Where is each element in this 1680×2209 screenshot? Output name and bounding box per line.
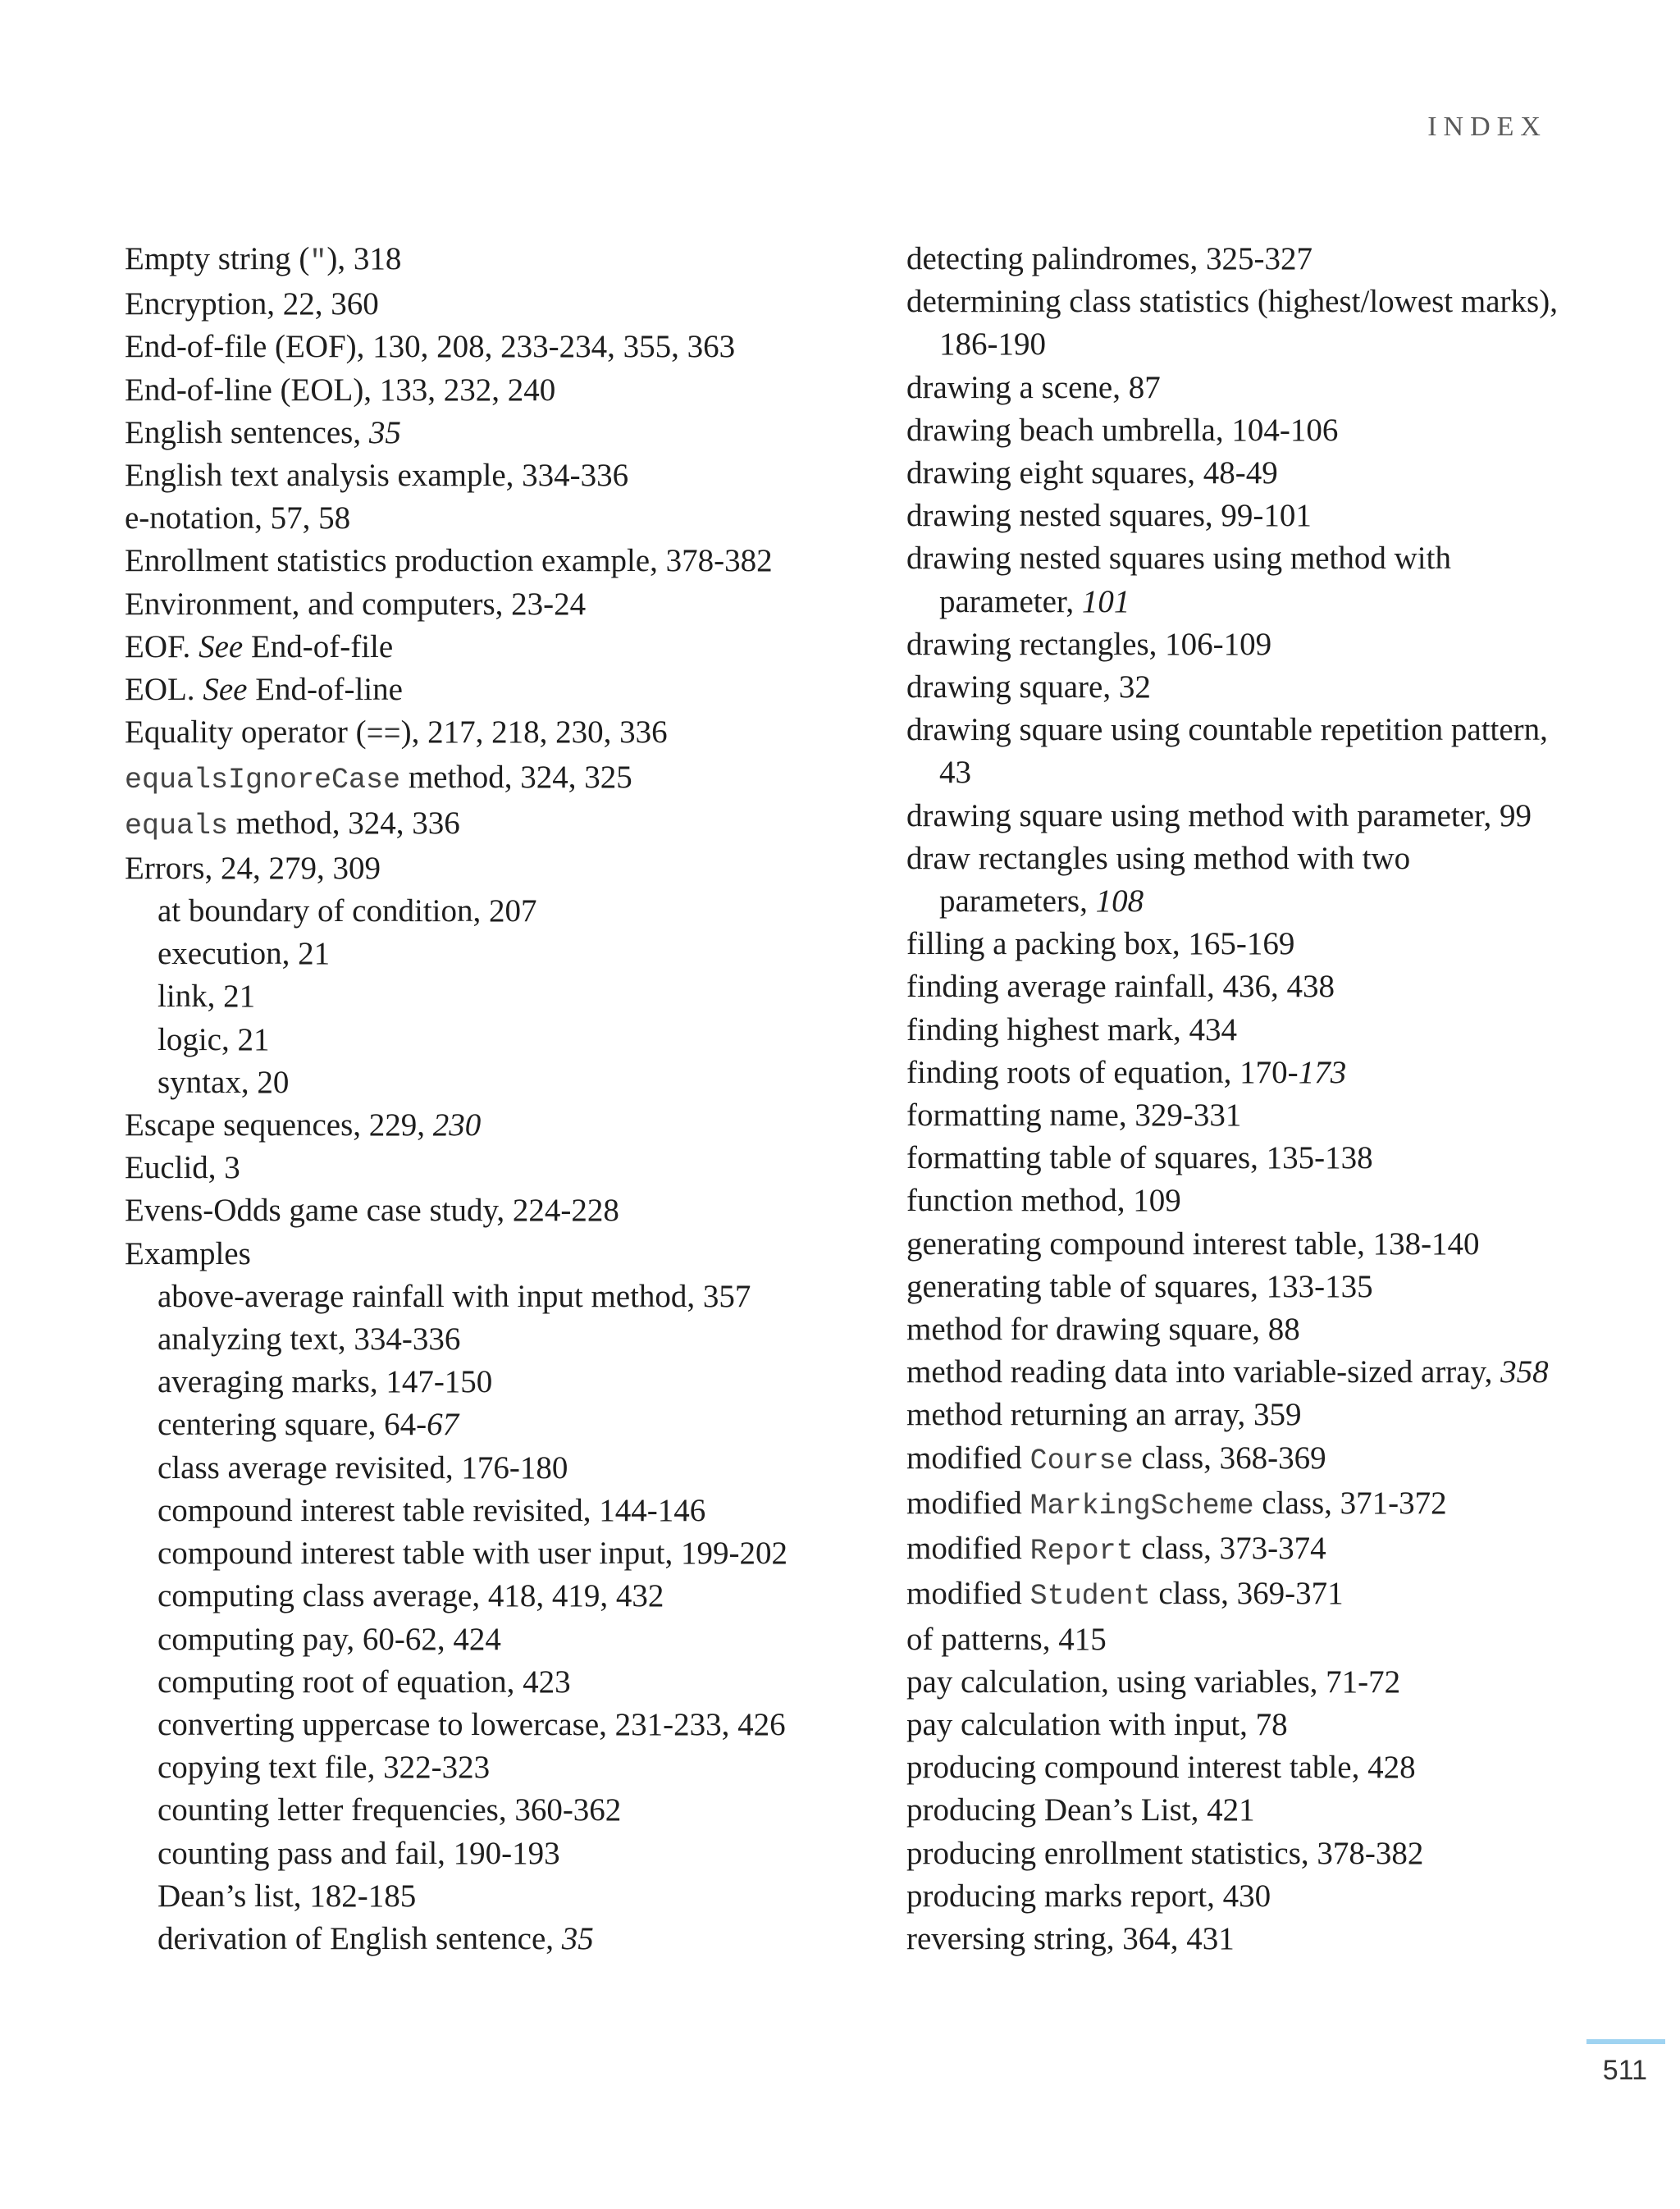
entry-text: drawing a scene, 87	[906, 369, 1161, 405]
index-entry	[125, 238, 797, 283]
index-entry	[906, 367, 1563, 409]
index-entry	[906, 623, 1563, 666]
code-term: equalsIgnoreCase	[125, 764, 401, 797]
index-entry	[906, 1482, 1563, 1527]
entry-text: class, 369-371	[1150, 1576, 1344, 1612]
index-subentry	[125, 1019, 797, 1061]
italic-text: 108	[1095, 883, 1144, 920]
index-entry	[906, 838, 1563, 923]
entry-text: drawing square, 32	[906, 669, 1151, 705]
index-entry	[906, 1832, 1563, 1875]
index-entry	[906, 452, 1563, 495]
code-term: ==	[366, 719, 401, 752]
index-entry	[906, 1009, 1563, 1052]
index-entry	[906, 1661, 1563, 1704]
entry-text: pay calculation with input, 78	[906, 1706, 1288, 1742]
entry-text: filling a packing box, 165-169	[906, 926, 1295, 962]
entry-text: centering square, 64-	[158, 1407, 427, 1443]
entry-text: English sentences,	[125, 414, 369, 450]
entry-text: EOF.	[125, 628, 199, 664]
entry-text: producing compound interest table, 428	[906, 1750, 1416, 1786]
index-entry	[906, 666, 1563, 709]
entry-text: generating compound interest table, 138-140	[906, 1225, 1480, 1262]
entry-text: compound interest table with user input, 199-202	[158, 1536, 788, 1572]
index-subentry	[125, 1276, 797, 1318]
index-entry	[906, 495, 1563, 537]
index-subentry	[125, 975, 797, 1018]
index-entry	[125, 583, 797, 626]
index-entry	[906, 1572, 1563, 1618]
index-subentry	[125, 1490, 797, 1532]
index-subentry	[125, 1361, 797, 1403]
entry-text: finding roots of equation, 170-	[906, 1054, 1299, 1090]
italic-text: 35	[561, 1920, 594, 1956]
italic-text: 358	[1500, 1354, 1549, 1390]
italic-text: 67	[427, 1407, 459, 1443]
index-entry	[125, 802, 797, 847]
index-entry	[906, 1789, 1563, 1832]
index-entry	[125, 1104, 797, 1147]
italic-text: 173	[1298, 1054, 1347, 1090]
entry-text: class, 368-369	[1133, 1440, 1326, 1476]
index-entry	[906, 1394, 1563, 1436]
index-entry	[906, 795, 1563, 838]
entry-text: Environment, and computers, 23-24	[125, 586, 587, 622]
entry-text: modified	[906, 1485, 1030, 1521]
entry-text: converting uppercase to lowercase, 231-233, 426	[158, 1706, 786, 1742]
entry-text: derivation of English sentence,	[158, 1920, 562, 1956]
index-entry	[906, 409, 1563, 452]
index-subentry	[125, 1618, 797, 1661]
entry-text: class, 371-372	[1253, 1485, 1447, 1521]
index-entry	[906, 709, 1563, 794]
index-subentry	[125, 1875, 797, 1918]
entry-text: Evens-Odds game case study, 224-228	[125, 1193, 619, 1229]
entry-text: computing root of equation, 423	[158, 1664, 571, 1700]
entry-text: compound interest table revisited, 144-146	[158, 1492, 706, 1528]
index-entry	[906, 1746, 1563, 1789]
entry-text: finding average rainfall, 436, 438	[906, 969, 1335, 1005]
entry-text: producing Dean’s List, 421	[906, 1792, 1255, 1828]
index-subentry	[125, 1661, 797, 1704]
entry-text: drawing nested squares, 99-101	[906, 498, 1312, 534]
entry-text: End-of-file	[243, 628, 394, 664]
entry-text: syntax, 20	[158, 1064, 290, 1100]
italic-text: See	[203, 672, 248, 708]
index-entry	[125, 1233, 797, 1276]
entry-text: drawing eight squares, 48-49	[906, 455, 1278, 491]
entry-text: averaging marks, 147-150	[158, 1364, 493, 1400]
entry-text: counting pass and fail, 190-193	[158, 1835, 560, 1871]
index-subentry	[125, 1575, 797, 1618]
index-subentry	[125, 1403, 797, 1446]
entry-text: Errors, 24, 279, 309	[125, 850, 381, 886]
entry-text: at boundary of condition, 207	[158, 893, 537, 929]
index-entry	[906, 1875, 1563, 1918]
entry-text: drawing beach umbrella, 104-106	[906, 412, 1339, 448]
index-entry	[906, 238, 1563, 281]
page-number: 511	[1602, 2055, 1647, 2086]
index-entry	[125, 711, 797, 756]
index-entry	[906, 537, 1563, 623]
entry-text: generating table of squares, 133-135	[906, 1268, 1373, 1304]
index-entry	[125, 1147, 797, 1189]
entry-text: counting letter frequencies, 360-362	[158, 1792, 622, 1828]
entry-text: drawing nested squares using method with parameter,	[906, 541, 1451, 619]
entry-text: modified	[906, 1440, 1030, 1476]
entry-text: drawing rectangles, 106-109	[906, 626, 1272, 662]
entry-text: Euclid, 3	[125, 1150, 240, 1186]
index-entry	[125, 369, 797, 412]
index-column-right	[906, 238, 1563, 1960]
entry-text: EOL.	[125, 672, 203, 708]
entry-text: draw rectangles using method with two parameters,	[906, 840, 1411, 920]
entry-text: logic, 21	[158, 1021, 270, 1057]
index-entry	[906, 965, 1563, 1008]
index-entry	[125, 669, 797, 711]
index-entry	[906, 1351, 1563, 1394]
entry-text: class, 373-374	[1133, 1531, 1326, 1567]
entry-text: End-of-line	[247, 672, 403, 708]
index-entry	[125, 454, 797, 497]
entry-text: method reading data into variable-sized array,	[906, 1354, 1501, 1390]
running-head: INDEX	[1427, 112, 1547, 142]
italic-text: See	[199, 628, 244, 664]
code-term: MarkingScheme	[1029, 1489, 1254, 1522]
index-subentry	[125, 1832, 797, 1875]
entry-text: reversing string, 364, 431	[906, 1920, 1235, 1956]
entry-text: method, 324, 336	[228, 805, 460, 841]
index-entry	[906, 1137, 1563, 1180]
entry-text: Escape sequences, 229,	[125, 1107, 433, 1143]
entry-text: execution, 21	[158, 936, 331, 972]
entry-text: formatting name, 329-331	[906, 1098, 1242, 1134]
entry-text: drawing square using method with parameter, 99	[906, 797, 1532, 833]
entry-text: Enrollment statistics production example, 378-382	[125, 543, 773, 579]
code-term: Course	[1029, 1444, 1134, 1477]
index-entry	[906, 1266, 1563, 1308]
index-entry	[125, 1189, 797, 1232]
entry-text: copying text file, 322-323	[158, 1750, 491, 1786]
entry-text: analyzing text, 334-336	[158, 1321, 461, 1358]
entry-text: link, 21	[158, 979, 256, 1015]
index-entry	[906, 1527, 1563, 1572]
index-subentry	[125, 1447, 797, 1490]
entry-text: Equality operator (	[125, 714, 367, 751]
page-number-rule	[1586, 2039, 1665, 2044]
italic-text: 230	[432, 1107, 482, 1143]
index-entry	[906, 1052, 1563, 1094]
index-entry	[906, 1223, 1563, 1266]
entry-text: method for drawing square, 88	[906, 1312, 1300, 1348]
entry-text: method, 324, 325	[400, 760, 632, 796]
index-subentry	[125, 1318, 797, 1361]
entry-text: method returning an array, 359	[906, 1397, 1302, 1433]
index-entry	[906, 923, 1563, 965]
code-term: "	[309, 245, 327, 278]
entry-text: above-average rainfall with input method, 357	[158, 1278, 751, 1314]
index-entry	[125, 326, 797, 368]
entry-text: detecting palindromes, 325-327	[906, 241, 1312, 276]
entry-text: determining class statistics (highest/lowest marks), 186-190	[906, 284, 1558, 363]
italic-text: 35	[368, 414, 401, 450]
index-column-left	[125, 238, 797, 1960]
index-subentry	[125, 1918, 797, 1960]
index-subentry	[125, 1061, 797, 1104]
index-entry	[125, 756, 797, 801]
entry-text: Empty string (	[125, 241, 310, 276]
entry-text: producing enrollment statistics, 378-382	[906, 1835, 1424, 1871]
index-subentry	[125, 1789, 797, 1832]
entry-text: computing pay, 60-62, 424	[158, 1621, 501, 1657]
index-entry	[906, 281, 1563, 366]
entry-text: ), 318	[326, 241, 402, 276]
index-entry	[125, 540, 797, 582]
index-entry	[906, 1094, 1563, 1137]
index-subentry	[125, 1704, 797, 1746]
entry-text: finding highest mark, 434	[906, 1011, 1237, 1047]
index-subentry	[125, 933, 797, 975]
index-subentry	[125, 1532, 797, 1575]
entry-text: drawing square using countable repetition pattern, 43	[906, 712, 1548, 791]
entry-text: computing class average, 418, 419, 432	[158, 1578, 664, 1614]
entry-text: of patterns, 415	[906, 1621, 1107, 1657]
index-entry	[125, 497, 797, 540]
index-entry	[906, 1704, 1563, 1746]
index-entry	[906, 1308, 1563, 1351]
code-term: equals	[125, 809, 229, 842]
entry-text: e-notation, 57, 58	[125, 500, 351, 536]
entry-text: formatting table of squares, 135-138	[906, 1140, 1373, 1176]
entry-text: function method, 109	[906, 1183, 1181, 1219]
entry-text: Dean’s list, 182-185	[158, 1878, 417, 1914]
code-term: Student	[1029, 1580, 1151, 1613]
entry-text: class average revisited, 176-180	[158, 1449, 568, 1486]
entry-text: Examples	[125, 1235, 251, 1271]
index-entry	[906, 1180, 1563, 1222]
index-entry	[125, 412, 797, 454]
entry-text: pay calculation, using variables, 71-72	[906, 1664, 1401, 1700]
index-entry	[125, 283, 797, 326]
entry-text: modified	[906, 1576, 1030, 1612]
index-entry	[906, 1918, 1563, 1960]
entry-text: Encryption, 22, 360	[125, 286, 379, 322]
entry-text: modified	[906, 1531, 1030, 1567]
index-entry	[125, 626, 797, 669]
entry-text: English text analysis example, 334-336	[125, 458, 629, 494]
entry-text: producing marks report, 430	[906, 1878, 1271, 1914]
entry-text: End-of-line (EOL), 133, 232, 240	[125, 372, 556, 408]
index-entry	[906, 1437, 1563, 1482]
index-entry	[125, 847, 797, 890]
code-term: Report	[1029, 1535, 1134, 1568]
entry-text: End-of-file (EOF), 130, 208, 233-234, 355, 363	[125, 329, 736, 365]
italic-text: 101	[1081, 583, 1130, 619]
index-subentry	[125, 1746, 797, 1789]
index-entry	[906, 1618, 1563, 1661]
index-subentry	[125, 890, 797, 933]
entry-text: ), 217, 218, 230, 336	[400, 714, 668, 751]
